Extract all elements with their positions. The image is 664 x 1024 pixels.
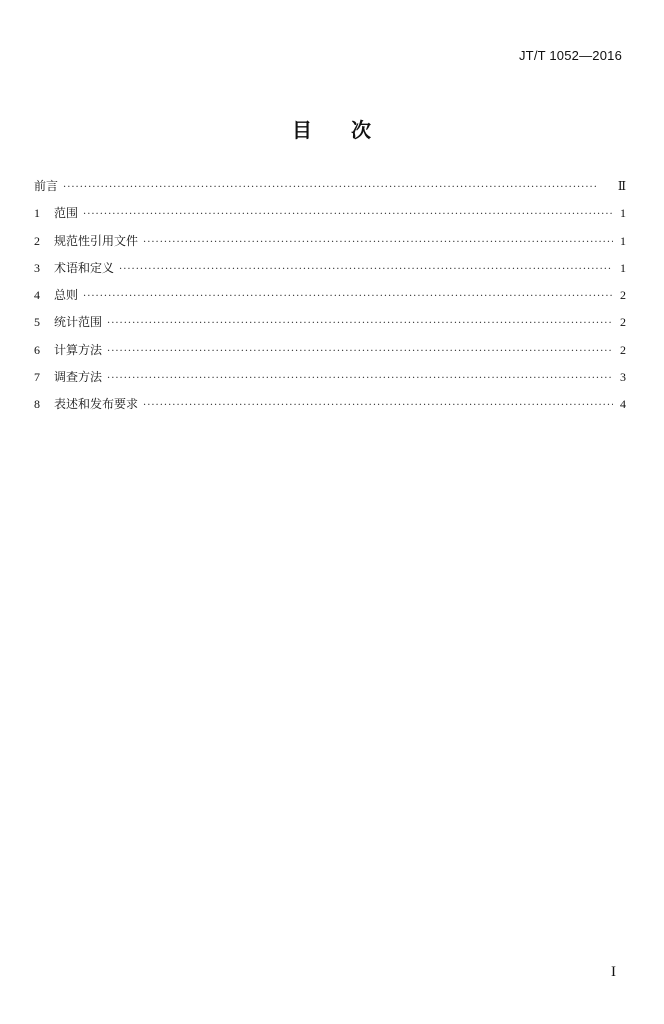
toc-leader-dots xyxy=(83,287,613,307)
toc-leader-dots xyxy=(143,396,613,416)
toc-entry-label: 表述和发布要求 xyxy=(54,397,139,412)
toc-entry-survey-method[interactable] xyxy=(34,367,626,394)
toc-entry-number: 5 xyxy=(34,315,40,330)
toc-title xyxy=(0,114,664,143)
toc-entry-page: 1 xyxy=(620,206,626,221)
toc-entry-page: 4 xyxy=(620,397,626,412)
toc-leader-dots xyxy=(107,369,613,389)
toc-entry-normative-references[interactable] xyxy=(34,231,626,258)
toc-leader-dots xyxy=(63,178,613,198)
toc-entry-scope[interactable] xyxy=(34,203,626,230)
toc-entry-number: 8 xyxy=(34,397,40,412)
toc-entry-label: 范围 xyxy=(54,206,79,221)
toc-entry-page: Ⅱ xyxy=(617,179,626,193)
toc-title-right: 次 xyxy=(351,118,372,142)
toc-entry-label: 计算方法 xyxy=(54,342,103,357)
toc-entry-number: 7 xyxy=(34,370,40,385)
page-number: I xyxy=(611,964,616,980)
toc-entry-label: 术语和定义 xyxy=(54,260,115,275)
toc-entry-general[interactable] xyxy=(34,285,626,312)
toc-entry-number: 6 xyxy=(34,342,40,357)
toc-entry-terms-definitions[interactable] xyxy=(34,258,626,285)
toc-list xyxy=(34,176,626,422)
toc-entry-number: 2 xyxy=(34,233,40,248)
toc-entry-label: 统计范围 xyxy=(54,315,103,330)
standard-code: JT/T 1052—2016 xyxy=(518,48,622,63)
toc-entry-number: 4 xyxy=(34,288,40,303)
toc-entry-number: 3 xyxy=(34,260,40,275)
toc-entry-page: 2 xyxy=(620,342,626,357)
toc-entry-statistical-scope[interactable] xyxy=(34,312,626,339)
toc-entry-label: 规范性引用文件 xyxy=(54,233,139,248)
toc-entry-label: 前言 xyxy=(34,179,59,193)
toc-leader-dots xyxy=(107,342,613,362)
toc-entry-page: 3 xyxy=(620,370,626,385)
toc-entry-page: 2 xyxy=(620,315,626,330)
toc-entry-number: 1 xyxy=(34,206,40,221)
toc-entry-label: 总则 xyxy=(54,288,79,303)
toc-entry-page: 1 xyxy=(620,260,626,275)
toc-leader-dots xyxy=(107,314,613,334)
toc-entry-label: 调查方法 xyxy=(54,370,103,385)
toc-entry-foreword[interactable] xyxy=(34,176,626,203)
toc-title-left: 目 xyxy=(292,118,313,142)
toc-leader-dots xyxy=(143,233,613,253)
toc-entry-presentation-release[interactable] xyxy=(34,394,626,421)
toc-entry-calculation-method[interactable] xyxy=(34,340,626,367)
toc-leader-dots xyxy=(119,260,613,280)
toc-leader-dots xyxy=(83,205,613,225)
toc-entry-page: 2 xyxy=(620,288,626,303)
toc-entry-page: 1 xyxy=(620,233,626,248)
